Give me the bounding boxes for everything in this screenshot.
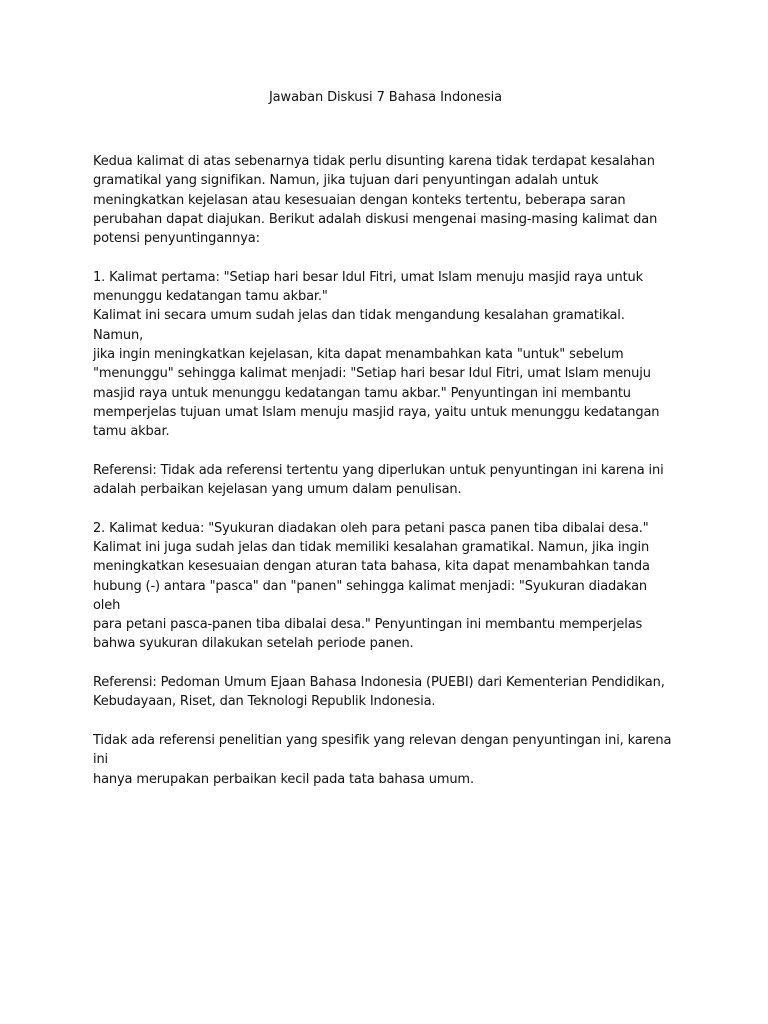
document-title: Jawaban Diskusi 7 Bahasa Indonesia [268, 90, 503, 105]
paragraph-referensi-kedua: Referensi: Pedoman Umum Ejaan Bahasa Indonesia (PUEBI) dari Kementerian Pendidikan, Kebudayaan, Riset, dan Teknologi Republik Indonesia. [93, 675, 665, 710]
paragraph-kalimat-pertama: 1. Kalimat pertama: "Setiap hari besar Idul Fitri, umat Islam menuju masjid raya untuk menunggu kedatangan tamu akbar." Kalimat ini secara umum sudah jelas dan tidak mengandung kesalahan gramatikal. Namun, jika ingin meningkatkan kejelasan, kita dapat menambahkan kata "untuk" sebelum "menunggu" sehingga kalimat menjadi: "Setiap hari besar Idul Fitri, umat Islam menuju masjid raya untuk menunggu kedatangan tamu akbar." Penyuntingan ini membantu memperjelas tujuan umat Islam menuju masjid raya, yaitu untuk menunggu kedatangan tamu akbar. [93, 269, 660, 440]
paragraph-referensi-pertama: Referensi: Tidak ada referensi tertentu yang diperlukan untuk penyuntingan ini karena ini adalah perbaikan kejelasan yang umum dalam penulisan. [93, 462, 664, 498]
paragraph-penutup: Tidak ada referensi penelitian yang spesifik yang relevan dengan penyuntingan ini, karena ini hanya merupakan perbaikan kecil pada tata bahasa umum. [93, 732, 672, 787]
paragraph-kalimat-kedua: 2. Kalimat kedua: "Syukuran diadakan oleh para petani pasca panen tiba dibalai desa." Kalimat ini juga sudah jelas dan tidak memiliki kesalahan gramatikal. Namun, jika ingin meningkatkan kesesuaian dengan aturan tata bahasa, kita dapat menambahkan tanda hubung (-) antara "pasca" dan "panen" sehingga kalimat menjadi: "Syukuran diadakan oleh para petani pasca-panen tiba dibalai desa." Penyuntingan ini membantu memperjelas bahwa syukuran dilakukan setelah periode panen. [93, 520, 650, 652]
document-page [93, 88, 678, 808]
paragraph-intro: Kedua kalimat di atas sebenarnya tidak perlu disunting karena tidak terdapat kesalahan gramatikal yang signifikan. Namun, jika tujuan dari penyuntingan adalah untuk meningkatkan kejelasan atau kesesuaian dengan konteks tertentu, beberapa saran perubahan dapat diajukan. Berikut adalah diskusi mengenai masing-masing kalimat dan potensi penyuntingannya: [93, 154, 658, 247]
